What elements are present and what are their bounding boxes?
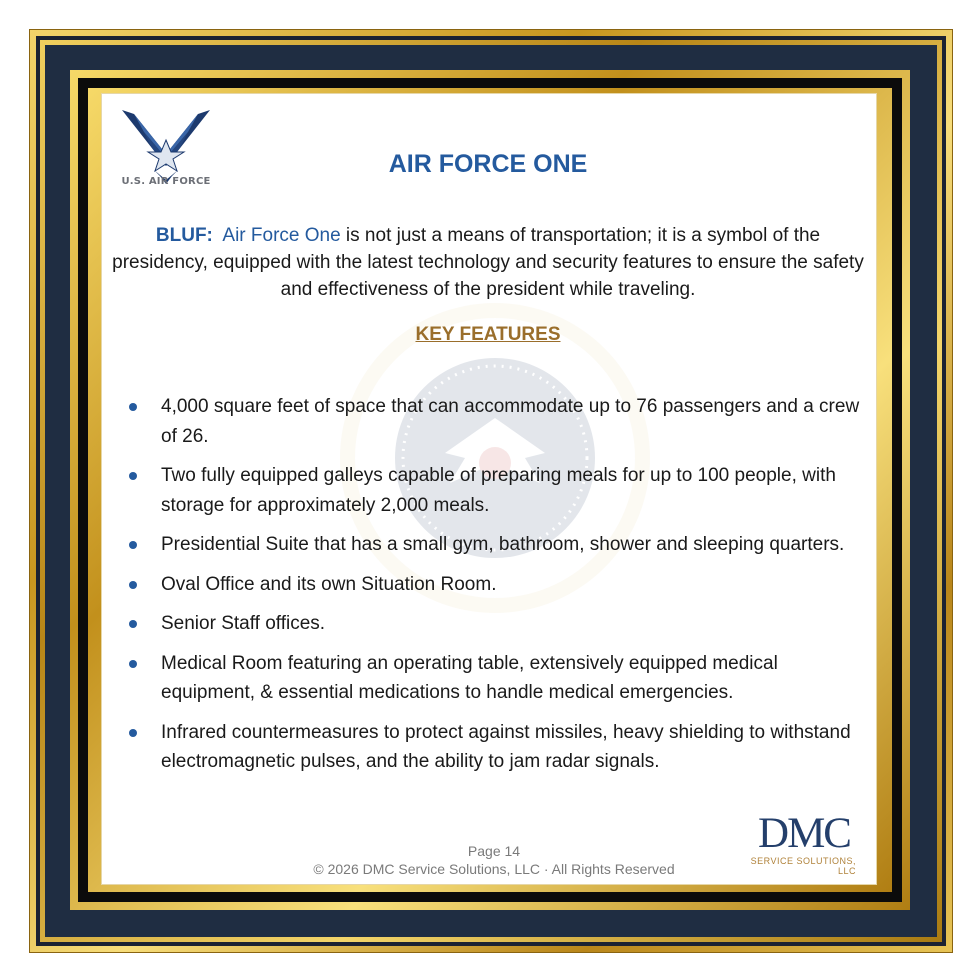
list-item <box>126 392 870 451</box>
list-item <box>126 718 870 777</box>
bluf-text: is not just a means of transportation; it is a symbol of the presidency, equipped with the latest technology and security features to ensure the safety and effectiveness of the president while traveling. <box>112 225 864 300</box>
bullet-icon <box>129 660 137 668</box>
bluf-paragraph <box>112 222 864 303</box>
list-item <box>126 530 870 560</box>
page-number: Page 14 <box>467 843 521 859</box>
dmc-logo-subtitle: SERVICE SOLUTIONS, <box>750 856 856 866</box>
bluf-highlight: Air Force One <box>222 225 341 246</box>
bullet-icon <box>129 541 137 549</box>
dmc-logo-mark: DMC <box>758 810 850 857</box>
bullet-icon <box>129 620 137 628</box>
list-item <box>126 609 870 639</box>
key-features-heading: KEY FEATURES <box>415 324 561 345</box>
bullet-icon <box>129 581 137 589</box>
page-title: AIR FORCE ONE <box>388 150 588 178</box>
dmc-logo-llc: LLC <box>837 866 856 876</box>
bullet-icon <box>129 729 137 737</box>
bullet-icon <box>129 472 137 480</box>
feature-text: Medical Room featuring an operating table, extensively equipped medical equipment, & essential medications to handle medical emergencies. <box>161 652 778 703</box>
feature-text: Two fully equipped galleys capable of preparing meals for up to 100 people, with storage for approximately 2,000 meals. <box>161 465 836 516</box>
list-item <box>126 570 870 600</box>
copyright-text: © 2026 DMC Service Solutions, LLC · All Rights Reserved <box>313 861 675 877</box>
bluf-label: BLUF: <box>155 225 213 246</box>
feature-text: Presidential Suite that has a small gym, bathroom, shower and sleeping quarters. <box>161 534 845 555</box>
features-list <box>126 392 870 787</box>
list-item <box>126 461 870 520</box>
air-force-logo-text: U.S. AIR FORCE <box>121 176 211 187</box>
dmc-logo <box>744 812 864 882</box>
feature-text: Oval Office and its own Situation Room. <box>161 573 497 595</box>
feature-text: 4,000 square feet of space that can accommodate up to 76 passengers and a crew of 26. <box>161 396 860 447</box>
page-footer <box>260 842 728 878</box>
feature-text: Senior Staff offices. <box>161 613 326 634</box>
feature-text: Infrared countermeasures to protect against missiles, heavy shielding to withstand electromagnetic pulses, and the ability to jam radar signals. <box>161 721 851 772</box>
bullet-icon <box>129 403 137 411</box>
list-item <box>126 649 870 708</box>
